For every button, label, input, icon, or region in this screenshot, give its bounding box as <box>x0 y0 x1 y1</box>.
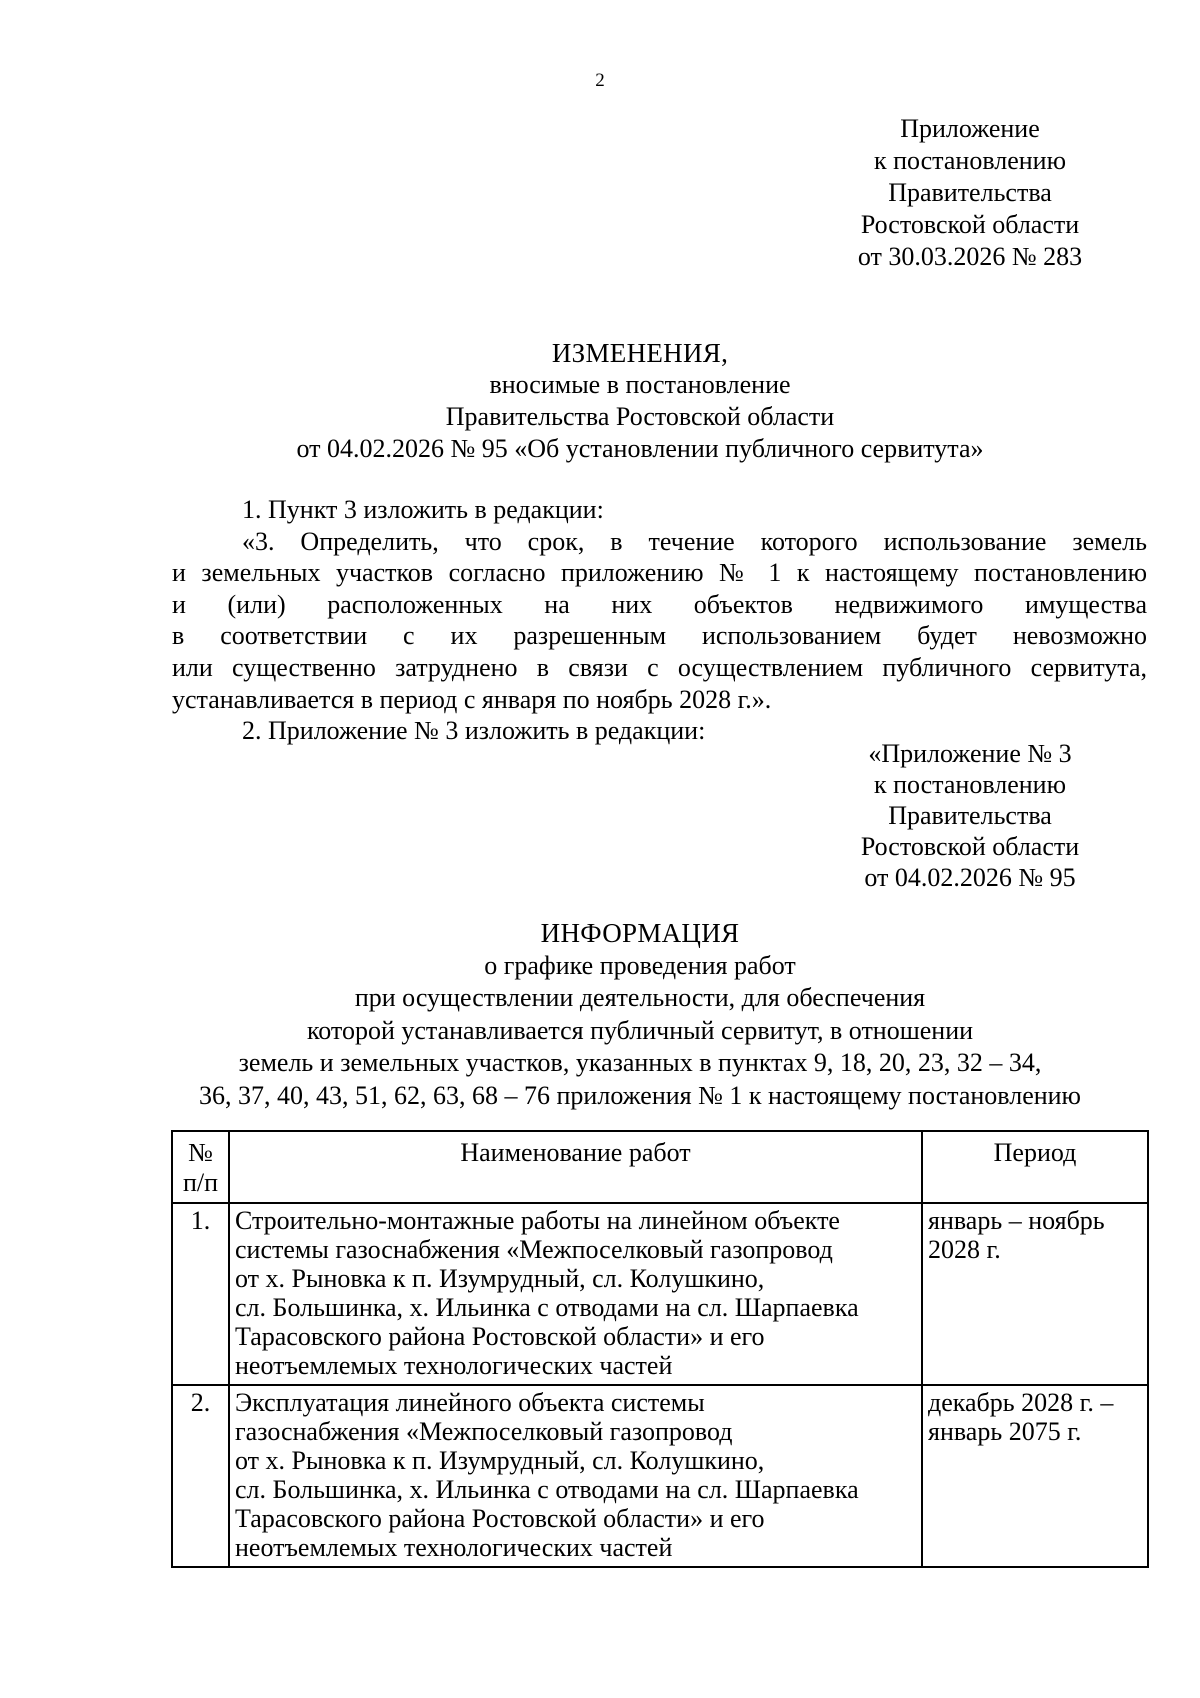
work-name-line: газоснабжения «Межпоселковый газопровод <box>235 1417 733 1446</box>
work-name-line: Тарасовского района Ростовской области» и его <box>235 1504 765 1533</box>
table-row <box>172 1385 1148 1567</box>
row-work-name <box>229 1385 922 1567</box>
period-line: 2028 г. <box>928 1235 1001 1264</box>
row-number: 1. <box>172 1203 229 1385</box>
header-number <box>172 1131 229 1203</box>
work-name-line: от х. Рыновка к п. Изумрудный, сл. Колушкино, <box>235 1264 765 1293</box>
changes-title: ИЗМЕНЕНИЯ, <box>551 338 729 368</box>
info-subtitle-line: 36, 37, 40, 43, 51, 62, 63, 68 – 76 приложения № 1 к настоящему постановлению <box>199 1080 1081 1110</box>
row-period <box>922 1203 1148 1385</box>
changes-heading <box>140 337 1140 465</box>
work-name-line: сл. Большинка, х. Ильинка с отводами на сл. Шарпаевка <box>235 1475 859 1504</box>
work-name-line: Эксплуатация линейного объекта системы <box>235 1388 705 1417</box>
header-period: Период <box>922 1131 1148 1203</box>
work-name-line: неотъемлемых технологических частей <box>235 1351 673 1380</box>
work-name-line: сл. Большинка, х. Ильинка с отводами на сл. Шарпаевка <box>235 1293 859 1322</box>
inner-appendix-header <box>800 738 1140 893</box>
work-name-line: неотъемлемых технологических частей <box>235 1533 673 1562</box>
inner-appendix-line: к постановлению <box>873 770 1067 799</box>
item-1-text-line: и (или) расположенных на них объектов недвижимого имущества <box>172 589 1147 619</box>
changes-subtitle-line: от 04.02.2026 № 95 «Об установлении публичного сервитута» <box>296 434 984 463</box>
row-work-name <box>229 1203 922 1385</box>
inner-appendix-line: от 04.02.2026 № 95 <box>864 863 1076 892</box>
item-1-intro: 1. Пункт 3 изложить в редакции: <box>242 495 604 524</box>
period-line: декабрь 2028 г. – <box>928 1388 1114 1417</box>
appendix-header-line: Приложение <box>900 114 1040 143</box>
period-line: январь 2075 г. <box>928 1417 1082 1446</box>
info-subtitle-line: которой устанавливается публичный сервитут, в отношении <box>306 1015 974 1045</box>
page-number: 2 <box>595 70 605 91</box>
item-1-text-line: в соответствии с их разрешенным использованием будет невозможно <box>172 621 1147 651</box>
table-header-row <box>172 1131 1148 1203</box>
item-1-text-line: устанавливается в период с января по ноябрь 2028 г.». <box>172 684 772 714</box>
row-period <box>922 1385 1148 1567</box>
inner-appendix-line: «Приложение № 3 <box>868 739 1072 768</box>
header-work-name: Наименование работ <box>229 1131 922 1203</box>
changes-subtitle-line: вносимые в постановление <box>489 370 791 399</box>
appendix-header-line: Ростовской области <box>860 210 1080 239</box>
item-1-text-line: и земельных участков согласно приложению № 1 к настоящему постановлению <box>172 558 1147 588</box>
row-number: 2. <box>172 1385 229 1567</box>
info-title: ИНФОРМАЦИЯ <box>540 918 740 948</box>
appendix-header-line: Правительства <box>888 178 1052 207</box>
info-heading <box>140 917 1140 1113</box>
works-schedule-table <box>171 1130 1149 1568</box>
item-1-text-line: или существенно затруднено в связи с осуществлением публичного сервитута, <box>172 652 1147 682</box>
item-2-intro: 2. Приложение № 3 изложить в редакции: <box>242 716 706 746</box>
inner-appendix-line: Правительства <box>888 801 1052 830</box>
changes-subtitle-line: Правительства Ростовской области <box>445 402 835 431</box>
info-subtitle-line: о графике проведения работ <box>484 950 796 980</box>
period-line: январь – ноябрь <box>928 1206 1105 1235</box>
work-name-line: Строительно-монтажные работы на линейном объекте <box>235 1206 840 1235</box>
work-name-line: от х. Рыновка к п. Изумрудный, сл. Колушкино, <box>235 1446 765 1475</box>
work-name-line: Тарасовского района Ростовской области» и его <box>235 1322 765 1351</box>
table-row <box>172 1203 1148 1385</box>
body-text <box>172 494 1147 747</box>
info-subtitle-line: земель и земельных участков, указанных в пунктах 9, 18, 20, 23, 32 – 34, <box>238 1048 1042 1078</box>
inner-appendix-line: Ростовской области <box>860 832 1080 861</box>
work-name-line: системы газоснабжения «Межпоселковый газопровод <box>235 1235 833 1264</box>
header-number-line: № <box>188 1138 213 1167</box>
appendix-header <box>800 113 1140 273</box>
info-subtitle-line: при осуществлении деятельности, для обеспечения <box>354 983 926 1013</box>
item-1-text-line: «3. Определить, что срок, в течение которого использование земель <box>242 526 1147 556</box>
header-number-line: п/п <box>182 1168 219 1197</box>
appendix-header-line: к постановлению <box>873 146 1067 175</box>
appendix-header-line: от 30.03.2026 № 283 <box>857 242 1083 271</box>
